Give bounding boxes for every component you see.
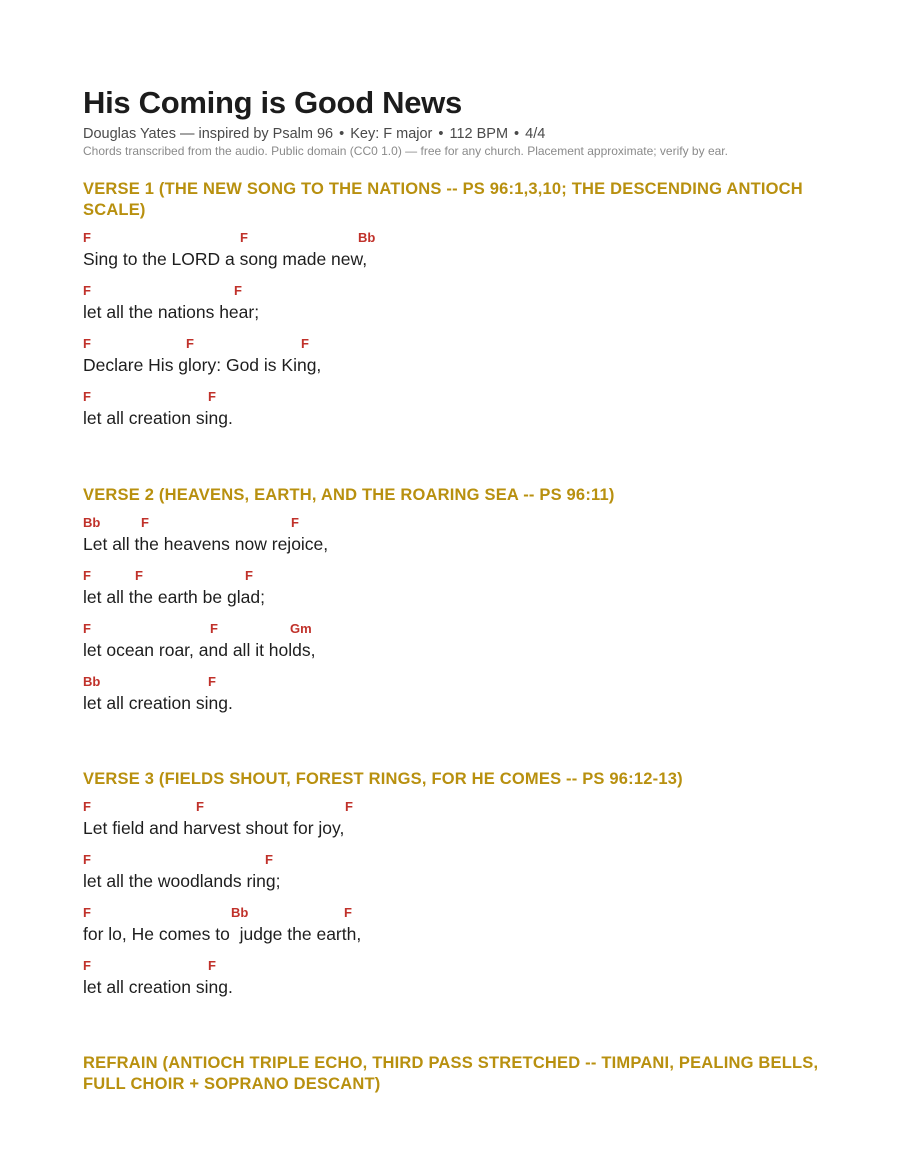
chord-row	[83, 564, 843, 584]
song-key: Key: F major	[350, 126, 433, 142]
lyric-text: let ocean roar, and all it holds,	[83, 640, 316, 660]
chord: F	[83, 905, 91, 920]
lyric-text: let all the nations hear;	[83, 302, 260, 322]
chord: F	[83, 230, 91, 245]
lyric-line	[83, 848, 843, 901]
song-author: Douglas Yates — inspired by Psalm 96	[83, 126, 334, 142]
chord: Bb	[83, 674, 101, 689]
lyric-line	[83, 617, 843, 670]
lyric-text: Let all the heavens now rejoice,	[83, 534, 329, 554]
chord-row	[83, 795, 843, 815]
transcription-note: Chords transcribed from the audio. Public domain (CC0 1.0) — free for any church. Placement approximate; verify by ear.	[83, 144, 728, 158]
chord: F	[186, 336, 194, 351]
meta-separator: •	[514, 126, 520, 142]
lyric-line	[83, 670, 843, 723]
chord-row	[83, 511, 843, 531]
chord-row	[83, 670, 843, 690]
section-heading: VERSE 1 (THE NEW SONG TO THE NATIONS -- PS 96:1,3,10; THE DESCENDING ANTIOCH SCALE)	[83, 180, 803, 219]
lyric-text: Sing to the LORD a song made new,	[83, 249, 368, 269]
meta-separator: •	[438, 126, 444, 142]
section-heading: VERSE 3 (FIELDS SHOUT, FOREST RINGS, FOR HE COMES -- PS 96:12-13)	[83, 770, 683, 788]
chord: F	[135, 568, 143, 583]
chord-row	[83, 279, 843, 299]
lyric-line	[83, 385, 843, 438]
lyric-line	[83, 564, 843, 617]
chord-row	[83, 954, 843, 974]
chord: F	[83, 283, 91, 298]
chord: F	[208, 958, 216, 973]
song-time-signature: 4/4	[525, 126, 546, 142]
verse-1	[83, 179, 843, 438]
song-tempo: 112 BPM	[449, 126, 509, 142]
lyric-text: let all creation sing.	[83, 408, 233, 428]
chord: F	[345, 799, 353, 814]
chord: F	[83, 958, 91, 973]
chord: Bb	[358, 230, 376, 245]
lyric-text: for lo, He comes to judge the earth,	[83, 924, 362, 944]
chord: F	[234, 283, 242, 298]
chord: Bb	[231, 905, 249, 920]
lyric-line	[83, 954, 843, 1007]
section-heading: VERSE 2 (HEAVENS, EARTH, AND THE ROARING SEA -- PS 96:11)	[83, 486, 615, 504]
chord: F	[83, 389, 91, 404]
lyric-text: let all creation sing.	[83, 977, 233, 997]
lyric-line	[83, 226, 843, 279]
chord: F	[83, 852, 91, 867]
verse-2	[83, 485, 843, 723]
chord: F	[83, 336, 91, 351]
chord: F	[265, 852, 273, 867]
lyric-line	[83, 279, 843, 332]
chord-row	[83, 332, 843, 352]
chord-row	[83, 848, 843, 868]
chord-row	[83, 901, 843, 921]
chord: F	[83, 568, 91, 583]
chord: F	[245, 568, 253, 583]
chord-sheet	[83, 84, 843, 1095]
verse-3	[83, 769, 843, 1007]
song-title: His Coming is Good News	[83, 85, 462, 120]
meta-separator: •	[339, 126, 345, 142]
chord: F	[291, 515, 299, 530]
song-meta	[83, 125, 843, 143]
chord: Bb	[83, 515, 101, 530]
chord: F	[210, 621, 218, 636]
chord: F	[208, 389, 216, 404]
lyric-text: Declare His glory: God is King,	[83, 355, 322, 375]
lyric-text: let all creation sing.	[83, 693, 233, 713]
chord-row	[83, 385, 843, 405]
chord-row	[83, 226, 843, 246]
chord: F	[240, 230, 248, 245]
chord-row	[83, 617, 843, 637]
lyric-line	[83, 795, 843, 848]
chord: F	[83, 799, 91, 814]
lyric-line	[83, 332, 843, 385]
chord: F	[208, 674, 216, 689]
section-heading: REFRAIN (ANTIOCH TRIPLE ECHO, THIRD PASS STRETCHED -- TIMPANI, PEALING BELLS, FULL CHOIR + SOPRANO DESCANT)	[83, 1054, 819, 1093]
lyric-line	[83, 511, 843, 564]
lyric-text: let all the woodlands ring;	[83, 871, 281, 891]
chord: F	[301, 336, 309, 351]
chord: F	[141, 515, 149, 530]
lyric-line	[83, 901, 843, 954]
chord: Gm	[290, 621, 312, 636]
chord: F	[83, 621, 91, 636]
chord: F	[344, 905, 352, 920]
lyric-text: Let field and harvest shout for joy,	[83, 818, 345, 838]
chord: F	[196, 799, 204, 814]
lyric-text: let all the earth be glad;	[83, 587, 265, 607]
refrain	[83, 1053, 843, 1095]
